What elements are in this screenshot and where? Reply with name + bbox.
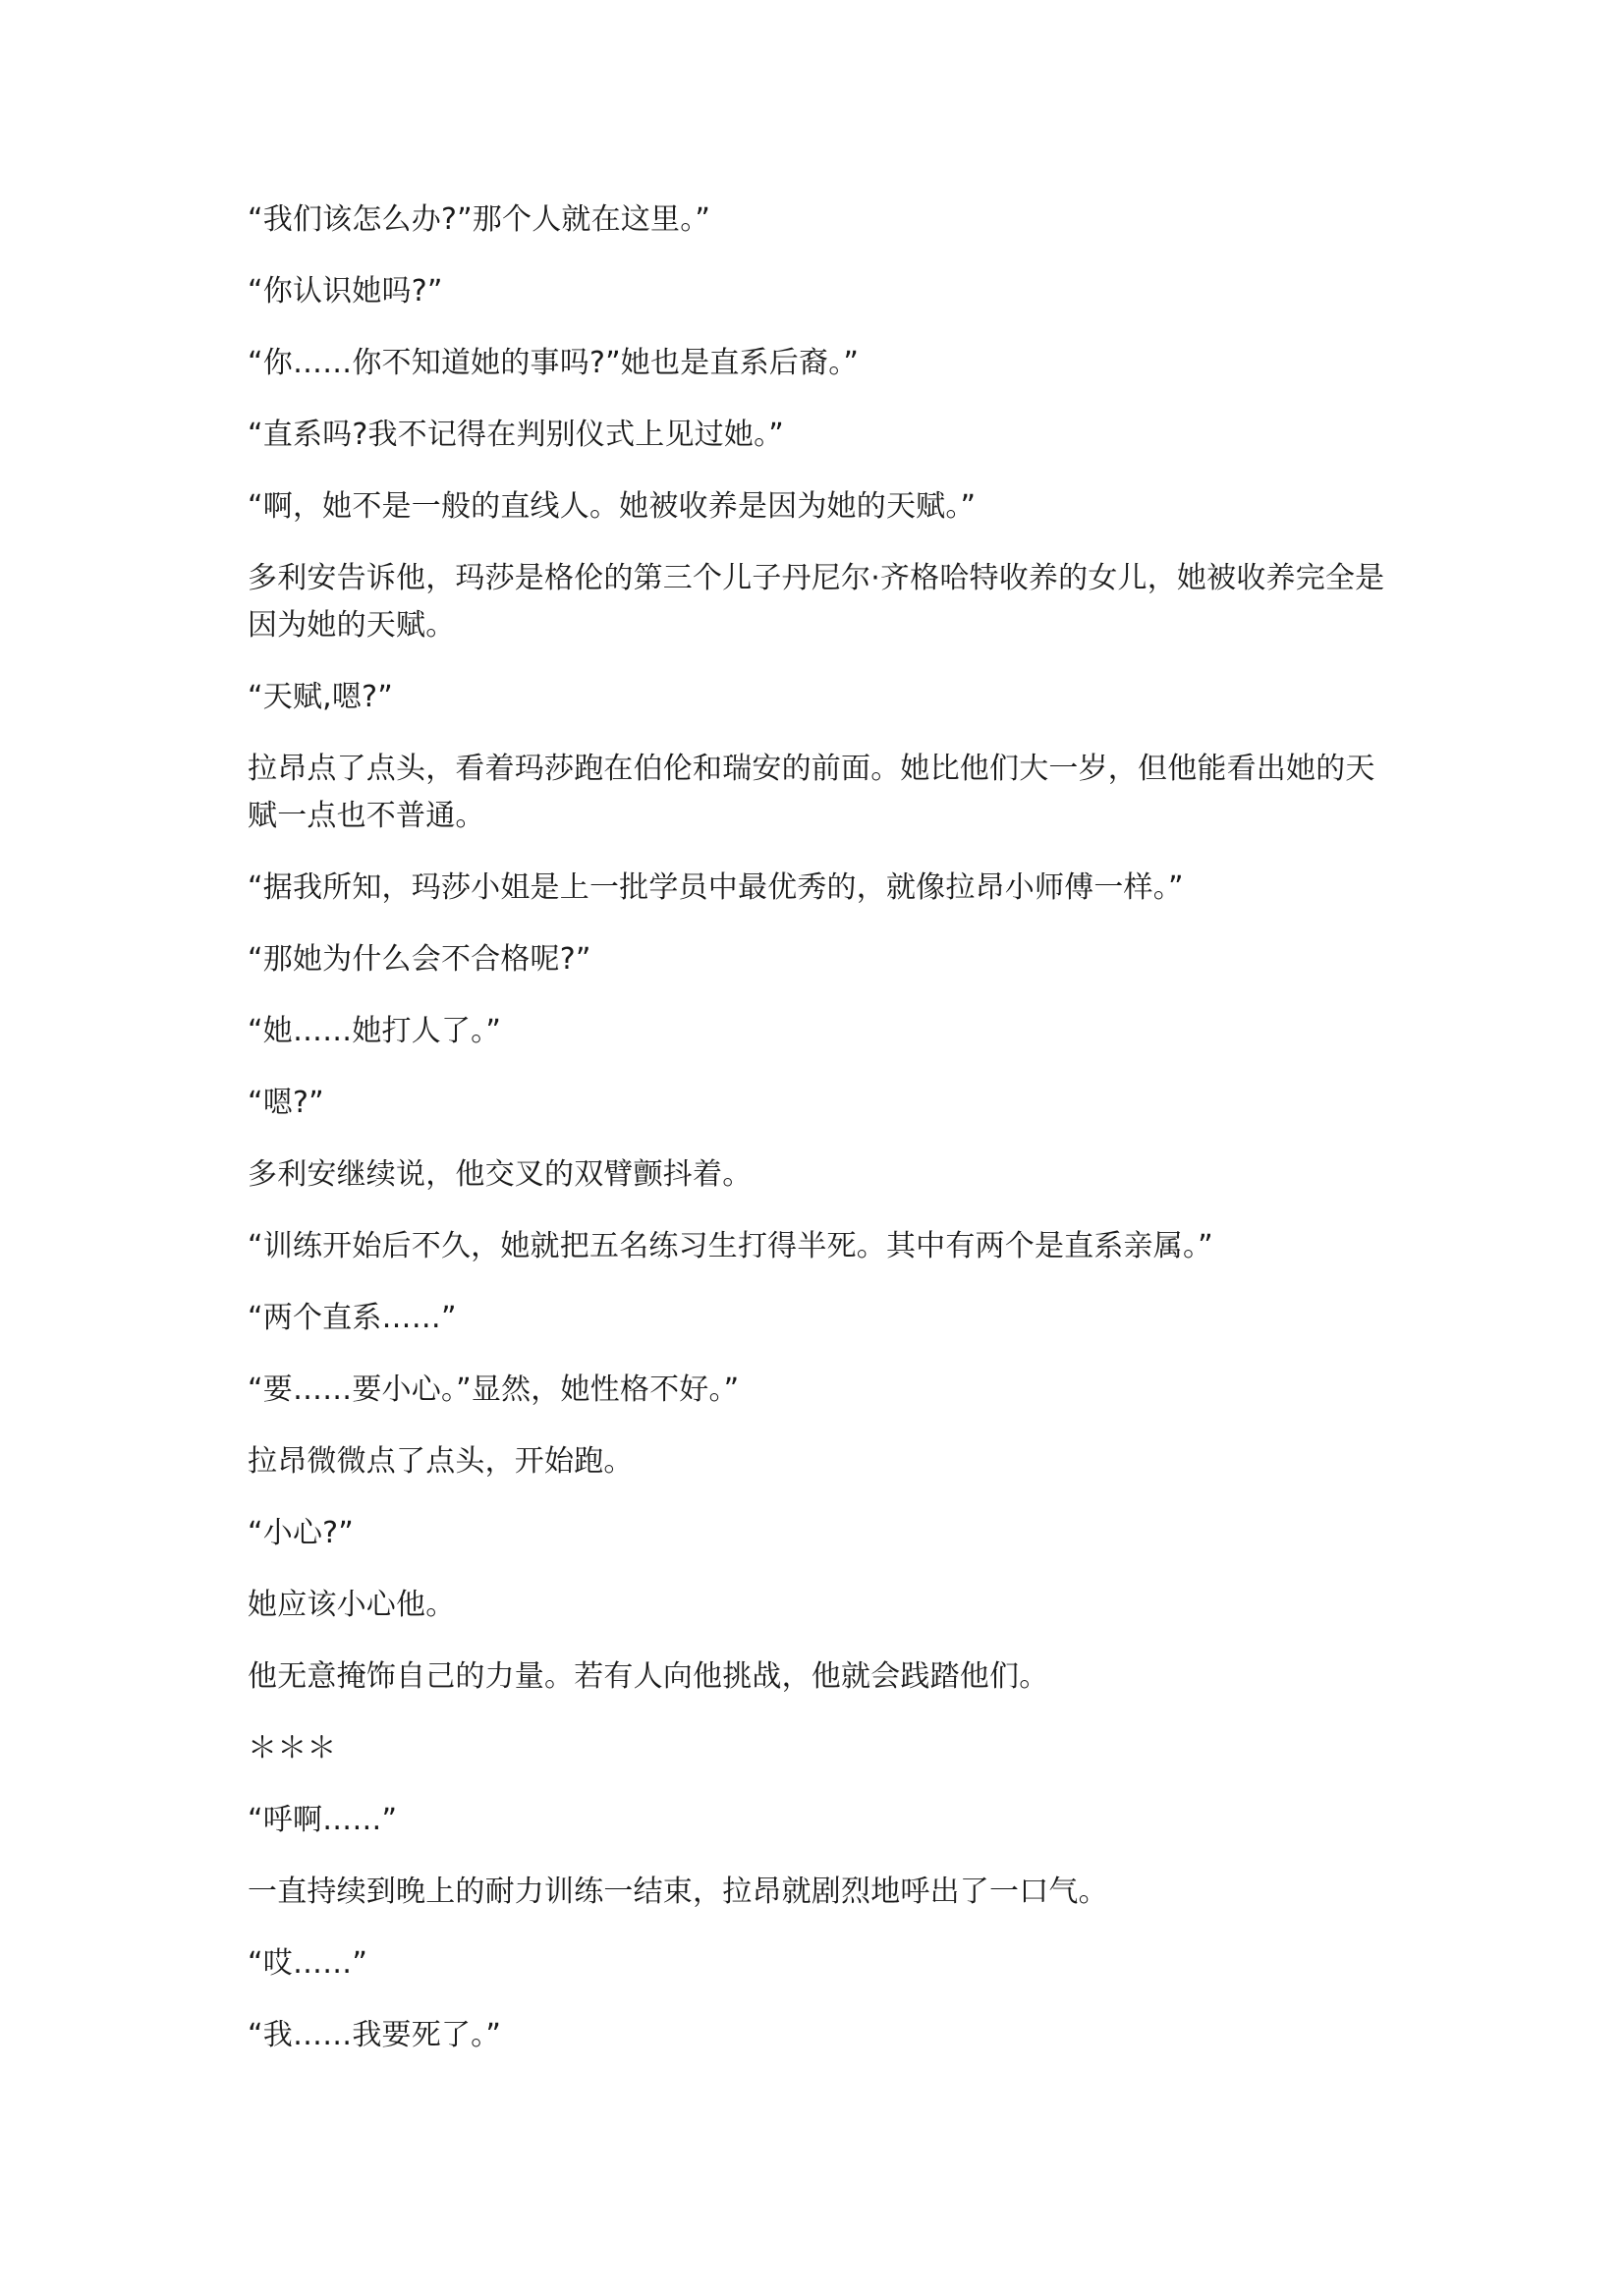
paragraph: “你认识她吗?” [248, 274, 443, 308]
paragraph: “直系吗?我不记得在判别仪式上见过她。” [248, 418, 785, 452]
paragraph: “我们该怎么办?”那个人就在这里。” [248, 202, 711, 237]
scene-break: ＊＊＊ [248, 1731, 337, 1765]
paragraph: 多利安继续说，他交叉的双臂颤抖着。 [248, 1157, 753, 1192]
paragraph: “两个直系……” [248, 1301, 457, 1335]
paragraph: “呼啊……” [248, 1803, 398, 1837]
paragraph: 拉昂点了点头，看着玛莎跑在伯伦和瑞安的前面。她比他们大一岁，但他能看出她的天赋一点也不普通。 [248, 752, 1375, 833]
paragraph: “她……她打人了。” [248, 1014, 502, 1048]
paragraph: “那她为什么会不合格呢?” [248, 942, 591, 977]
paragraph: 他无意掩饰自己的力量。若有人向他挑战，他就会践踏他们。 [248, 1659, 1049, 1694]
paragraph: “训练开始后不久，她就把五名练习生打得半死。其中有两个是直系亲属。” [248, 1229, 1213, 1263]
paragraph: “天赋,嗯?” [248, 680, 393, 714]
paragraph: “嗯?” [248, 1086, 324, 1120]
paragraph: “要……要小心。”显然，她性格不好。” [248, 1372, 740, 1407]
paragraph: “啊，她不是一般的直线人。她被收养是因为她的天赋。” [248, 489, 977, 524]
paragraph: 拉昂微微点了点头，开始跑。 [248, 1444, 634, 1479]
paragraph: “据我所知，玛莎小姐是上一批学员中最优秀的，就像拉昂小师傅一样。” [248, 870, 1184, 905]
paragraph: “小心?” [248, 1516, 355, 1550]
paragraph: 她应该小心他。 [248, 1588, 456, 1622]
paragraph: “你……你不知道她的事吗?”她也是直系后裔。” [248, 346, 860, 380]
paragraph: “我……我要死了。” [248, 2018, 502, 2052]
paragraph: 多利安告诉他，玛莎是格伦的第三个儿子丹尼尔·齐格哈特收养的女儿，她被收养完全是因为她的天赋。 [248, 561, 1385, 643]
paragraph: 一直持续到晚上的耐力训练一结束，拉昂就剧烈地呼出了一口气。 [248, 1875, 1108, 1909]
document-body [248, 196, 1387, 2084]
paragraph: “哎……” [248, 1946, 368, 1981]
